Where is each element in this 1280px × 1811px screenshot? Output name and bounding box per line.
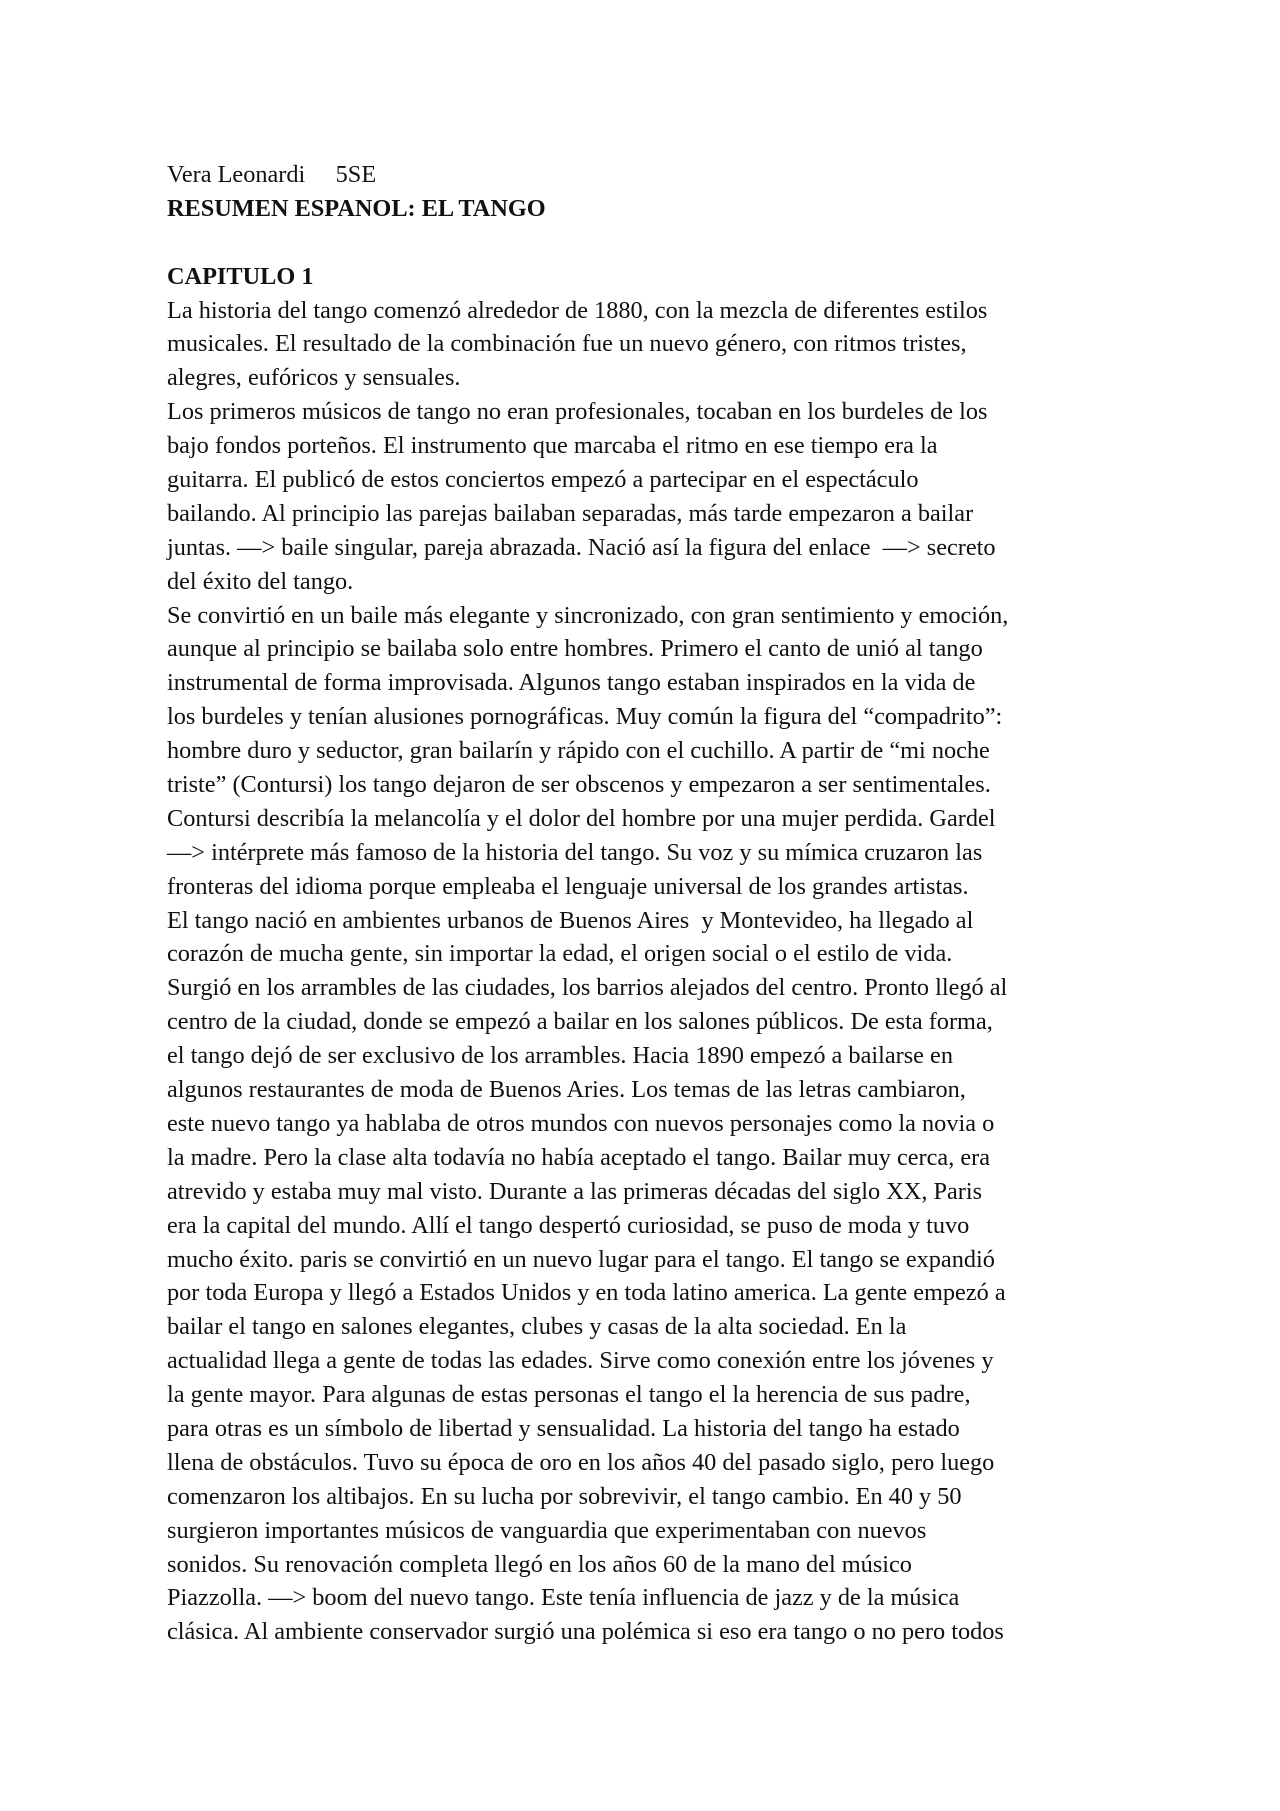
body-line: —> intérprete más famoso de la historia del tango. Su voz y su mímica cruzaron las: [167, 838, 983, 866]
body-line: la madre. Pero la clase alta todavía no había aceptado el tango. Bailar muy cerca, era: [167, 1143, 990, 1171]
body-line: bailar el tango en salones elegantes, clubes y casas de la alta sociedad. En la: [167, 1313, 907, 1341]
body-line: sonidos. Su renovación completa llegó en los años 60 de la mano del músico: [167, 1550, 912, 1578]
body-line: la gente mayor. Para algunas de estas personas el tango el la herencia de sus padre,: [167, 1381, 971, 1409]
body-line: mucho éxito. paris se convirtió en un nuevo lugar para el tango. El tango se expandió: [167, 1245, 995, 1273]
body-line: instrumental de forma improvisada. Algunos tango estaban inspirados en la vida de: [167, 669, 976, 697]
body-line: aunque al principio se bailaba solo entre hombres. Primero el canto de unió al tango: [167, 635, 983, 663]
body-line: hombre duro y seductor, gran bailarín y rápido con el cuchillo. A partir de “mi noche: [167, 737, 990, 765]
body-line: para otras es un símbolo de libertad y sensualidad. La historia del tango ha estado: [167, 1414, 960, 1442]
body-line: comenzaron los altibajos. En su lucha por sobrevivir, el tango cambio. En 40 y 50: [167, 1482, 962, 1510]
body-line: el tango dejó de ser exclusivo de los arrambles. Hacia 1890 empezó a bailarse en: [167, 1042, 953, 1070]
body-line: Surgió en los arrambles de las ciudades, los barrios alejados del centro. Pronto llegó al: [167, 974, 1008, 1002]
body-line: alegres, eufóricos y sensuales.: [167, 364, 461, 392]
body-line: era la capital del mundo. Allí el tango despertó curiosidad, se puso de moda y tuvo: [167, 1211, 970, 1239]
body-line: musicales. El resultado de la combinación fue un nuevo género, con ritmos tristes,: [167, 330, 967, 358]
body-line: Se convirtió en un baile más elegante y sincronizado, con gran sentimiento y emoción,: [167, 601, 1009, 629]
body-line: por toda Europa y llegó a Estados Unidos y en toda latino america. La gente empezó a: [167, 1279, 1006, 1307]
body-line: algunos restaurantes de moda de Buenos Aries. Los temas de las letras cambiaron,: [167, 1076, 966, 1104]
body-line: llena de obstáculos. Tuvo su época de oro en los años 40 del pasado siglo, pero luego: [167, 1448, 995, 1476]
body-line: La historia del tango comenzó alrededor de 1880, con la mezcla de diferentes estilos: [167, 296, 988, 324]
body-line: El tango nació en ambientes urbanos de Buenos Aires y Montevideo, ha llegado al: [167, 906, 974, 934]
body-line: centro de la ciudad, donde se empezó a bailar en los salones públicos. De esta forma,: [167, 1008, 993, 1036]
body-line: Contursi describía la melancolía y el dolor del hombre por una mujer perdida. Gardel: [167, 804, 996, 832]
author-line: Vera Leonardi 5SE: [167, 161, 377, 188]
body-line: los burdeles y tenían alusiones pornográficas. Muy común la figura del “compadrito”:: [167, 703, 1003, 731]
document-page: [167, 158, 1167, 1649]
body-line: surgieron importantes músicos de vanguardia que experimentaban con nuevos: [167, 1516, 927, 1544]
body-line: atrevido y estaba muy mal visto. Durante a las primeras décadas del siglo XX, Paris: [167, 1177, 983, 1205]
body-line: clásica. Al ambiente conservador surgió una polémica si eso era tango o no pero todos: [167, 1618, 1004, 1646]
body-line: guitarra. El publicó de estos conciertos empezó a partecipar en el espectáculo: [167, 466, 919, 494]
body-line: del éxito del tango.: [167, 567, 354, 595]
body-line: este nuevo tango ya hablaba de otros mundos con nuevos personajes como la novia o: [167, 1109, 995, 1137]
body-line: bajo fondos porteños. El instrumento que marcaba el ritmo en ese tiempo era la: [167, 432, 938, 460]
body-text: [167, 294, 1167, 1650]
body-line: Los primeros músicos de tango no eran profesionales, tocaban en los burdeles de los: [167, 398, 988, 426]
body-line: actualidad llega a gente de todas las edades. Sirve como conexión entre los jóvenes y: [167, 1347, 994, 1375]
chapter-heading: CAPITULO 1: [167, 262, 314, 290]
body-line: fronteras del idioma porque empleaba el lenguaje universal de los grandes artistas.: [167, 872, 969, 900]
document-title: RESUMEN ESPANOL: EL TANGO: [167, 194, 546, 222]
body-line: triste” (Contursi) los tango dejaron de ser obscenos y empezaron a ser sentimentales.: [167, 771, 991, 799]
body-line: corazón de mucha gente, sin importar la edad, el origen social o el estilo de vida.: [167, 940, 953, 968]
body-line: bailando. Al principio las parejas bailaban separadas, más tarde empezaron a bailar: [167, 499, 974, 527]
body-line: Piazzolla. —> boom del nuevo tango. Este tenía influencia de jazz y de la música: [167, 1584, 960, 1612]
body-line: juntas. —> baile singular, pareja abrazada. Nació así la figura del enlace —> secreto: [167, 533, 996, 561]
blank-line: [167, 226, 1167, 260]
